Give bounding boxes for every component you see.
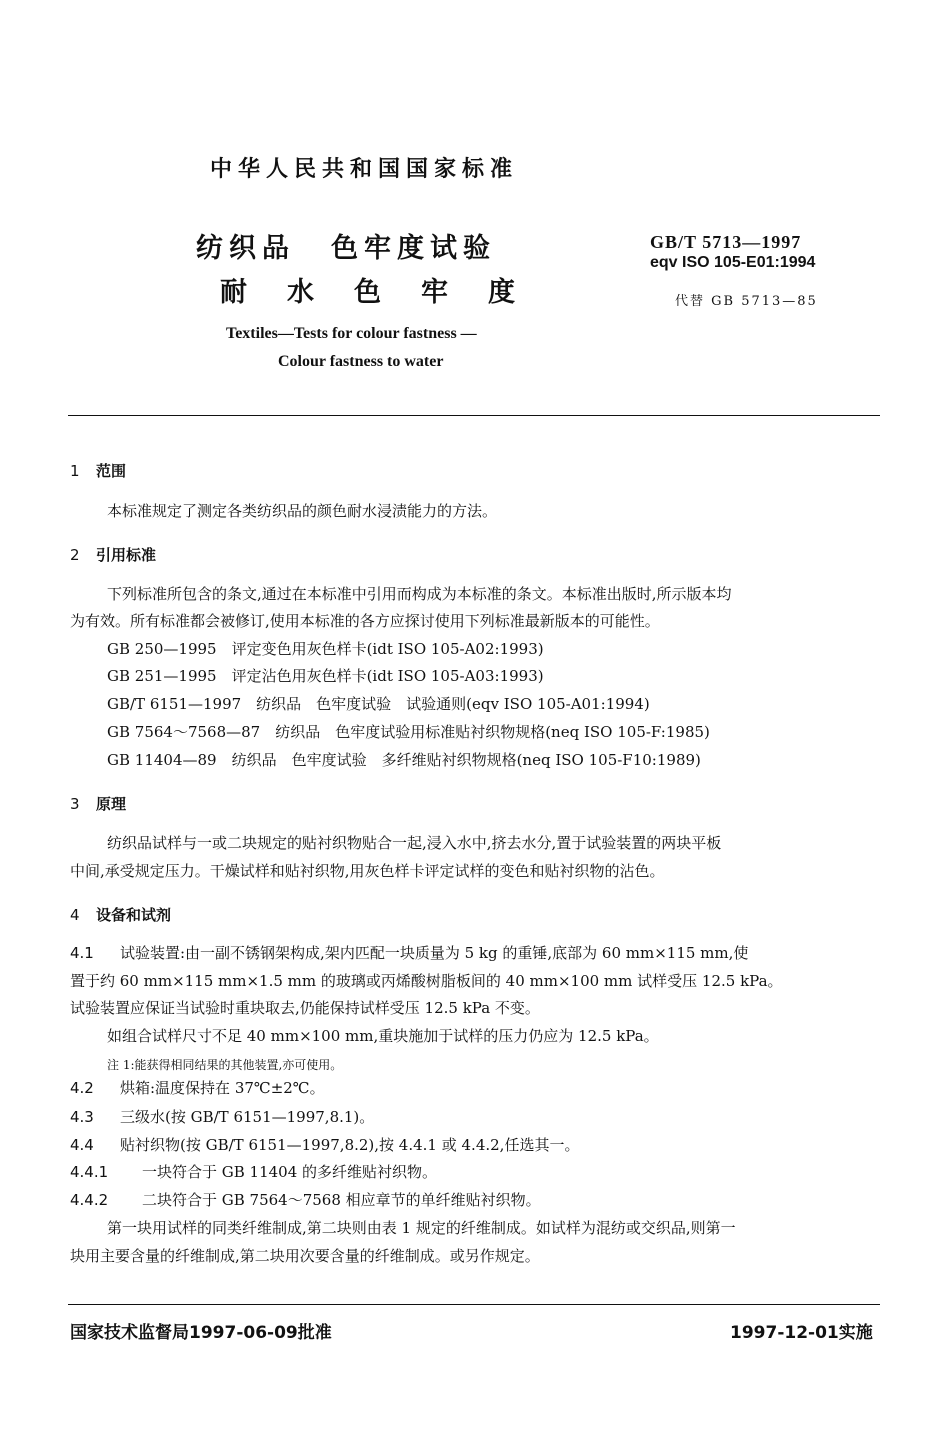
- section-2-para-line-1: 下列标准所包含的条文,通过在本标准中引用而构成为本标准的条文。本标准出版时,所示版本均: [107, 585, 732, 603]
- title-line-2: 耐水色牢度: [220, 277, 555, 308]
- section-3-para-line-2: 中间,承受规定压力。干燥试样和贴衬织物,用灰色样卡评定试样的变色和贴衬织物的沾色。: [70, 862, 665, 880]
- approval-date: 国家技术监督局1997-06-09批准: [70, 1323, 332, 1343]
- header-divider: [68, 415, 880, 416]
- section-3-para-line-1: 纺织品试样与一或二块规定的贴衬织物贴合一起,浸入水中,挤去水分,置于试验装置的两块平板: [107, 834, 722, 852]
- clause-number: 4.2: [70, 1079, 94, 1097]
- clause-4-4-2-para-line-1: 第一块用试样的同类纤维制成,第二块则由表 1 规定的纤维制成。如试样为混纺或交织品,则第一: [107, 1219, 736, 1237]
- section-1-heading: 1 范围: [70, 462, 127, 480]
- reference-item: GB/T 6151—1997 纺织品 色牢度试验 试验通则(eqv ISO 105-A01:1994): [107, 695, 650, 713]
- section-2-para-line-2: 为有效。所有标准都会被修订,使用本标准的各方应探讨使用下列标准最新版本的可能性。: [70, 612, 660, 630]
- clause-4-4-1: 4.4.1 一块符合于 GB 11404 的多纤维贴衬织物。: [70, 1163, 438, 1181]
- english-title-1: Textiles—Tests for colour fastness —: [226, 325, 477, 342]
- clause-number: 4.4.1: [70, 1163, 109, 1181]
- replaces-code: 代替 GB 5713—85: [675, 294, 818, 309]
- effective-date: 1997-12-01实施: [730, 1323, 873, 1343]
- section-3-heading: 3 原理: [70, 795, 127, 813]
- note-1: 注 1:能获得相同结果的其他装置,亦可使用。: [107, 1058, 343, 1072]
- equivalent-code: eqv ISO 105-E01:1994: [650, 254, 816, 271]
- reference-item: GB 7564～7568—87 纺织品 色牢度试验用标准贴衬织物规格(neq ISO 105-F:1985): [107, 723, 710, 741]
- clause-4-1-line-4: 如组合试样尺寸不足 40 mm×100 mm,重块施加于试样的压力仍应为 12.5 kPa。: [107, 1027, 659, 1045]
- section-1-text: 本标准规定了测定各类纺织品的颜色耐水浸渍能力的方法。: [107, 502, 498, 520]
- clause-number: 4.4: [70, 1136, 94, 1154]
- title-line-1: [196, 226, 496, 265]
- section-4-heading: 4 设备和试剂: [70, 906, 172, 924]
- clause-4-4: 4.4 贴衬织物(按 GB/T 6151—1997,8.2),按 4.4.1 或 4.4.2,任选其一。: [70, 1136, 580, 1154]
- reference-item: GB 11404—89 纺织品 色牢度试验 多纤维贴衬织物规格(neq ISO 105-F10:1989): [107, 751, 701, 769]
- standard-code: GB/T 5713—1997: [650, 232, 802, 252]
- clause-number: 4.1: [70, 944, 94, 962]
- clause-4-1-line-3: 试验装置应保证当试验时重块取去,仍能保持试样受压 12.5 kPa 不变。: [70, 999, 540, 1017]
- english-title-2: Colour fastness to water: [278, 353, 444, 370]
- footer-divider: [68, 1304, 880, 1305]
- clause-4-4-2: 4.4.2 二块符合于 GB 7564～7568 相应章节的单纤维贴衬织物。: [70, 1191, 541, 1209]
- section-2-heading: 2 引用标准: [70, 546, 157, 564]
- reference-item: GB 250—1995 评定变色用灰色样卡(idt ISO 105-A02:1993): [107, 640, 544, 658]
- title-part-1: 纺织品: [196, 233, 295, 264]
- clause-4-3: 4.3 三级水(按 GB/T 6151—1997,8.1)。: [70, 1108, 375, 1126]
- clause-4-4-2-para-line-2: 块用主要含量的纤维制成,第二块用次要含量的纤维制成。或另作规定。: [70, 1247, 540, 1265]
- clause-number: 4.3: [70, 1108, 94, 1126]
- national-standard-heading: 中华人民共和国国家标准: [210, 157, 519, 182]
- clause-4-2: 4.2 烘箱:温度保持在 37℃±2℃。: [70, 1079, 325, 1097]
- reference-item: GB 251—1995 评定沾色用灰色样卡(idt ISO 105-A03:1993): [107, 667, 544, 685]
- clause-number: 4.4.2: [70, 1191, 109, 1209]
- title-part-2: 色牢度试验: [331, 233, 496, 264]
- clause-4-1-line-1: 4.1 试验装置:由一副不锈钢架构成,架内匹配一块质量为 5 kg 的重锤,底部为 60 mm×115 mm,使: [70, 944, 749, 962]
- clause-4-1-line-2: 置于约 60 mm×115 mm×1.5 mm 的玻璃或丙烯酸树脂板间的 40 mm×100 mm 试样受压 12.5 kPa。: [70, 972, 783, 990]
